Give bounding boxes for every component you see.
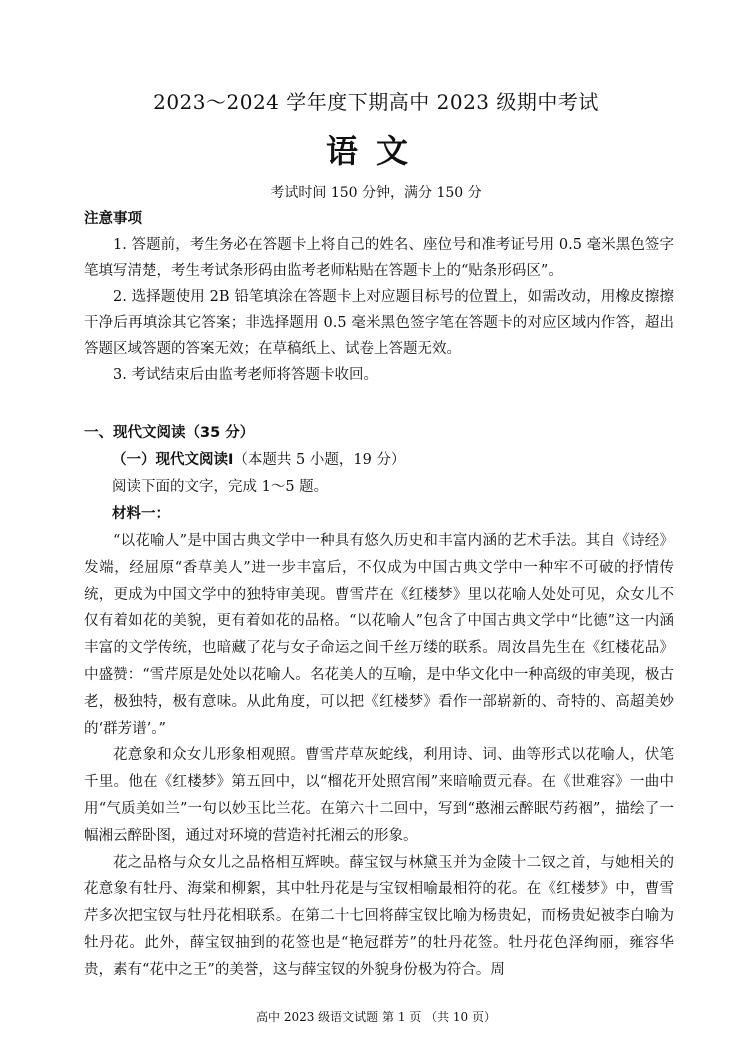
section-heading: 一、现代文阅读（35 分） bbox=[84, 425, 255, 441]
page-footer: 高中 2023 级语文试题 第 1 页 （共 10 页） bbox=[256, 1010, 496, 1024]
subject-title: 语文 bbox=[325, 132, 426, 170]
article-paragraph-3: 花之品格与众女儿之品格相互辉映。薛宝钗与林黛玉并为金陵十二钗之首，与她相关的花意象有牡丹、海棠和柳絮，其中牡丹花是与宝钗相喻最相符的花。在《红楼梦》中，曹雪芹多次把宝钗与牡丹花相联系。在第二十七回将薛宝钗比喻为杨贵妃，而杨贵妃被李白喻为牡丹花。此外，薛宝钗抽到的花签也是“艳冠群芳”的牡丹花签。牡丹花色泽绚丽，雍容华贵，素有“花中之王”的美誉，这与薛宝钗的外貌身份极为符合。周 bbox=[84, 854, 674, 978]
article-paragraph-1: “以花喻人”是中国古典文学中一种具有悠久历史和丰富内涵的艺术手法。其自《诗经》发端，经屈原“香草美人”进一步丰富后，不仅成为中国古典文学中一种牢不可破的抒情传统，更成为中国文学中的独特审美现。曹雪芹在《红楼梦》里以花喻人处处可见，众女儿不仅有着如花的美貌，更有着如花的品格。“以花喻人”包含了中国古典文学中“比德”这一内涵丰富的文学传统，也暗藏了花与女子命运之间千丝万缕的联系。周汝昌先生在《红楼花品》中盛赞：“雪芹原是处处以花喻人。名花美人的互喻，是中华文化中一种高级的审美现，极古老，极独特，极有意味。从此角度，可以把《红楼梦》看作一部崭新的、奇特的、高超美妙的‘群芳谱’。” bbox=[84, 533, 674, 737]
article-paragraph-2: 花意象和众女儿形象相观照。曹雪芹草灰蛇线，利用诗、词、曲等形式以花喻人，伏笔千里。他在《红楼梦》第五回中，以“榴花开处照宫闱”来暗喻贾元春。在《世难容》一曲中用“气质美如兰”一句以妙玉比兰花。在第六十二回中，写到“憨湘云醉眠芍药裀”，描绘了一幅湘云醉卧图，通过对环境的营造衬托湘云的形象。 bbox=[84, 747, 674, 844]
material-label: 材料一： bbox=[112, 506, 170, 522]
exam-title: 2023～2024 学年度下期高中 2023 级期中考试 bbox=[153, 90, 599, 114]
notice-item-2: 2. 选择题使用 2B 铅笔填涂在答题卡上对应题目标号的位置上，如需改动，用橡皮擦擦干净后再填涂其它答案；非选择题用 0.5 毫米黑色签字笔在答题卡的对应区域内作答，超出答题区域答题的答案无效；在草稿纸上、试卷上答题无效。 bbox=[84, 289, 674, 357]
notice-list bbox=[84, 232, 674, 388]
notice-item-1: 1. 答题前，考生务必在答题卡上将自己的姓名、座位号和准考证号用 0.5 毫米黑色签字笔填写清楚，考生考试条形码由监考老师粘贴在答题卡上的“贴条形码区”。 bbox=[84, 237, 674, 279]
reading-instruction: 阅读下面的文字，完成 1～5 题。 bbox=[112, 479, 329, 495]
article-body bbox=[84, 528, 674, 984]
subsection-heading bbox=[112, 448, 405, 469]
notice-item-3: 3. 考试结束后由监考老师将答题卡收回。 bbox=[113, 367, 378, 383]
subsection-note: （本题共 5 小题，19 分） bbox=[233, 452, 406, 468]
exam-info: 考试时间 150 分钟，满分 150 分 bbox=[270, 185, 482, 201]
notice-heading: 注意事项 bbox=[84, 211, 142, 227]
subsection-label: （一）现代文阅读Ⅰ bbox=[112, 452, 234, 468]
